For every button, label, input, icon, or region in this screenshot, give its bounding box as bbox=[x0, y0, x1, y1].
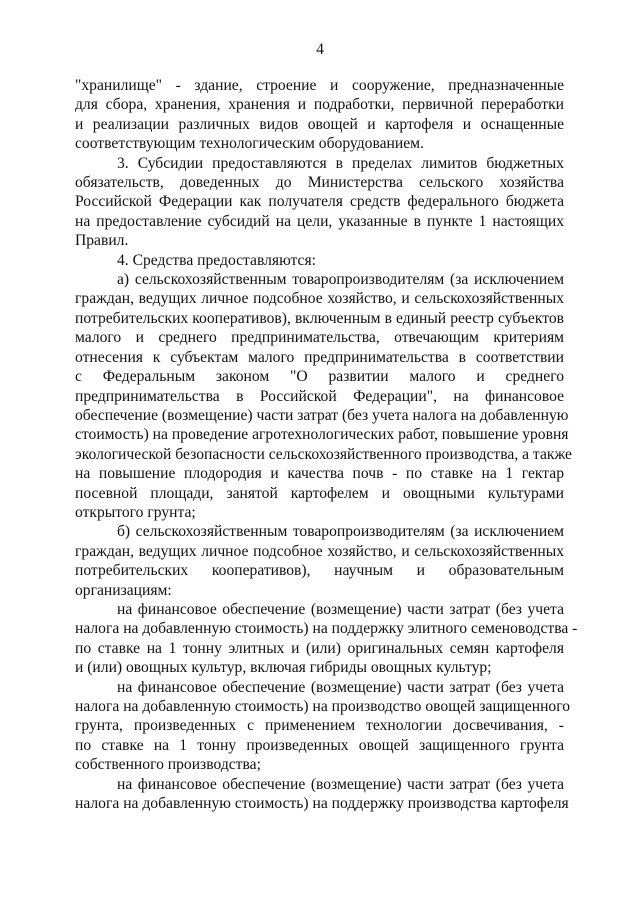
text-line: а) сельскохозяйственным товаропроизводителям (за исключением bbox=[117, 271, 564, 289]
text-line: стоимость) на проведение агротехнологических работ, повышение уровня bbox=[75, 426, 569, 444]
text-line: налога на добавленную стоимость) на поддержку производства картофеля bbox=[75, 795, 569, 813]
paragraph-item-4a bbox=[75, 270, 572, 522]
text-line: предпринимательства в Российской Федерации", на финансовое bbox=[75, 387, 564, 405]
paragraph-item-3 bbox=[75, 154, 564, 251]
text-line: потребительских кооперативов), научным и образовательным bbox=[75, 562, 564, 580]
text-line: по ставке на 1 тонну произведенных овощей защищенного грунта bbox=[75, 736, 564, 754]
text-line: Российской Федерации как получателя средств федерального бюджета bbox=[75, 193, 564, 211]
text-line: на повышение плодородия и качества почв - по ставке на 1 гектар bbox=[75, 465, 564, 483]
text-line: на финансовое обеспечение (возмещение) части затрат (без учета bbox=[117, 775, 564, 793]
page-number: 4 bbox=[316, 41, 324, 58]
text-line: и реализации различных видов овощей и картофеля и оснащенные bbox=[75, 115, 564, 133]
text-line: обязательств, доведенных до Министерства сельского хозяйства bbox=[75, 174, 564, 192]
paragraph-storage-definition bbox=[75, 76, 564, 154]
text-line: собственного производства; bbox=[75, 756, 261, 774]
text-line: экологической безопасности сельскохозяйственного производства, а также bbox=[75, 445, 572, 463]
paragraph-item-4b bbox=[75, 522, 564, 600]
text-line: для сбора, хранения, хранения и подработки, первичной переработки bbox=[75, 96, 564, 114]
paragraph-item-4 bbox=[75, 251, 564, 270]
text-line: отнесения к субъектам малого предпринимательства в соответствии bbox=[75, 348, 564, 366]
text-line: грунта, произведенных с применением технологии досвечивания, - bbox=[75, 717, 564, 735]
text-line: открытого грунта; bbox=[75, 503, 196, 521]
text-line: организациям: bbox=[75, 581, 172, 599]
text-line: потребительских кооперативов), включенным в единый реестр субъектов bbox=[75, 309, 564, 327]
text-line: на финансовое обеспечение (возмещение) части затрат (без учета bbox=[117, 678, 564, 696]
text-line: на предоставление субсидий на цели, указанные в пункте 1 настоящих bbox=[75, 212, 564, 230]
text-line: граждан, ведущих личное подсобное хозяйство, и сельскохозяйственных bbox=[75, 542, 564, 560]
text-line: посевной площади, занятой картофелем и овощными культурами bbox=[75, 484, 564, 502]
text-line: Правил. bbox=[75, 232, 129, 250]
text-line: б) сельскохозяйственным товаропроизводителям (за исключением bbox=[117, 523, 564, 541]
paragraph-item-4b-seed bbox=[75, 600, 578, 678]
text-line: соответствующим технологическим оборудованием. bbox=[75, 135, 424, 153]
text-line: с Федеральным законом "О развитии малого и среднего bbox=[75, 368, 564, 386]
text-line: налога на добавленную стоимость) на производство овощей защищенного bbox=[75, 698, 571, 715]
text-line: 3. Субсидии предоставляются в пределах лимитов бюджетных bbox=[117, 154, 564, 172]
text-line: 4. Средства предоставляются: bbox=[117, 251, 316, 269]
paragraph-item-4b-greenhouse bbox=[75, 678, 571, 775]
text-line: налога на добавленную стоимость) на поддержку элитного семеноводства - bbox=[75, 620, 578, 638]
text-line: и (или) овощных культур, включая гибриды овощных культур; bbox=[75, 659, 492, 677]
text-line: граждан, ведущих личное подсобное хозяйство, и сельскохозяйственных bbox=[75, 290, 564, 308]
text-line: малого и среднего предпринимательства, отвечающим критериям bbox=[75, 329, 564, 347]
text-line: обеспечение (возмещение) части затрат (без учета налога на добавленную bbox=[75, 406, 569, 424]
text-line: на финансовое обеспечение (возмещение) части затрат (без учета bbox=[117, 600, 564, 618]
text-line: по ставке на 1 тонну элитных и (или) оригинальных семян картофеля bbox=[75, 639, 564, 657]
text-line: "хранилище" - здание, строение и сооружение, предназначенные bbox=[75, 77, 564, 94]
paragraph-item-4b-potato bbox=[75, 775, 569, 814]
document-body bbox=[75, 76, 578, 813]
